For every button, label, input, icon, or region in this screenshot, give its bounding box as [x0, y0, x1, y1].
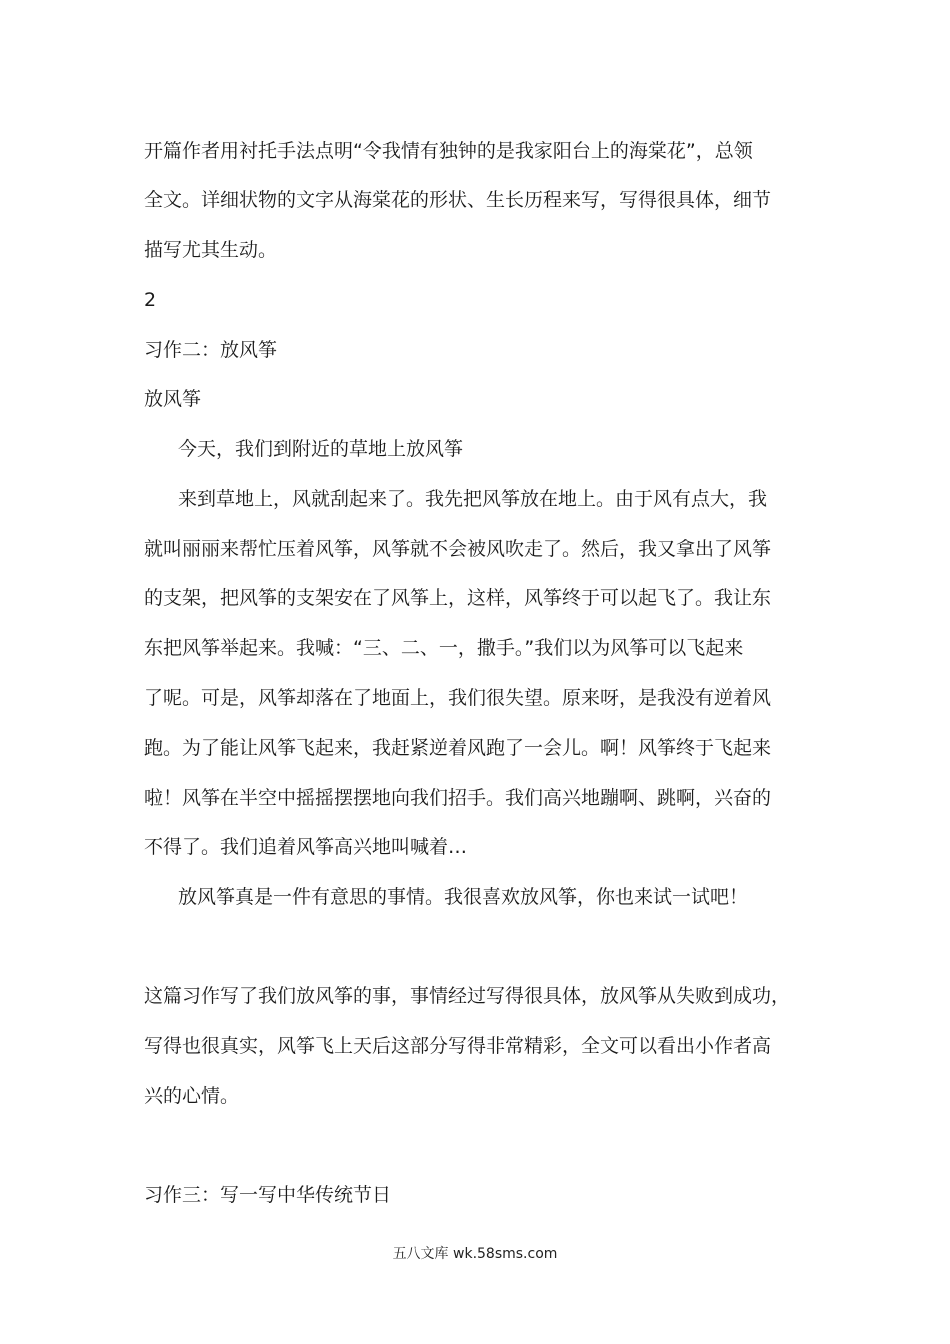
essay3-heading: 习作三：写一写中华传统节日	[144, 1184, 392, 1206]
essay2-comment-line-3: 兴的心情。	[144, 1085, 240, 1107]
essay2-paragraph-2-line-4: 东把风筝举起来。我喊：“三、二、一，撒手。”我们以为风筝可以飞起来	[144, 637, 744, 659]
essay2-heading: 习作二：放风筝	[144, 339, 278, 361]
essay2-comment-line-2: 写得也很真实，风筝飞上天后这部分写得非常精彩，全文可以看出小作者高	[144, 1035, 772, 1057]
essay2-paragraph-2-line-6: 跑。为了能让风筝飞起来，我赶紧逆着风跑了一会儿。啊！风筝终于飞起来	[144, 737, 772, 759]
essay2-title: 放风筝	[144, 388, 202, 410]
intro-comment-line-3: 描写尤其生动。	[144, 239, 278, 261]
essay2-paragraph-2-line-8: 不得了。我们追着风筝高兴地叫喊着…	[144, 836, 468, 858]
footer-watermark: 五八文库 wk.58sms.com	[392, 1246, 558, 1262]
essay2-paragraph-2-line-1: 来到草地上，风就刮起来了。我先把风筝放在地上。由于风有点大，我	[178, 488, 768, 510]
essay2-paragraph-1: 今天，我们到附近的草地上放风筝	[178, 438, 464, 460]
essay2-paragraph-2-line-3: 的支架，把风筝的支架安在了风筝上，这样，风筝终于可以起飞了。我让东	[144, 587, 772, 609]
essay2-paragraph-2-line-5: 了呢。可是，风筝却落在了地面上，我们很失望。原来呀，是我没有逆着风	[144, 687, 772, 709]
essay2-paragraph-2-line-7: 啦！风筝在半空中摇摇摆摆地向我们招手。我们高兴地蹦啊、跳啊，兴奋的	[144, 787, 772, 809]
page-number: 2	[144, 289, 157, 311]
intro-comment-line-2: 全文。详细状物的文字从海棠花的形状、生长历程来写，写得很具体，细节	[144, 189, 772, 211]
essay2-paragraph-2-line-2: 就叫丽丽来帮忙压着风筝，风筝就不会被风吹走了。然后，我又拿出了风筝	[144, 538, 772, 560]
essay2-comment-line-1: 这篇习作写了我们放风筝的事，事情经过写得很具体，放风筝从失败到成功，	[144, 985, 791, 1007]
essay2-paragraph-3: 放风筝真是一件有意思的事情。我很喜欢放风筝，你也来试一试吧！	[178, 886, 749, 908]
intro-comment-line-1: 开篇作者用衬托手法点明“令我情有独钟的是我家阳台上的海棠花”，总领	[144, 140, 753, 162]
